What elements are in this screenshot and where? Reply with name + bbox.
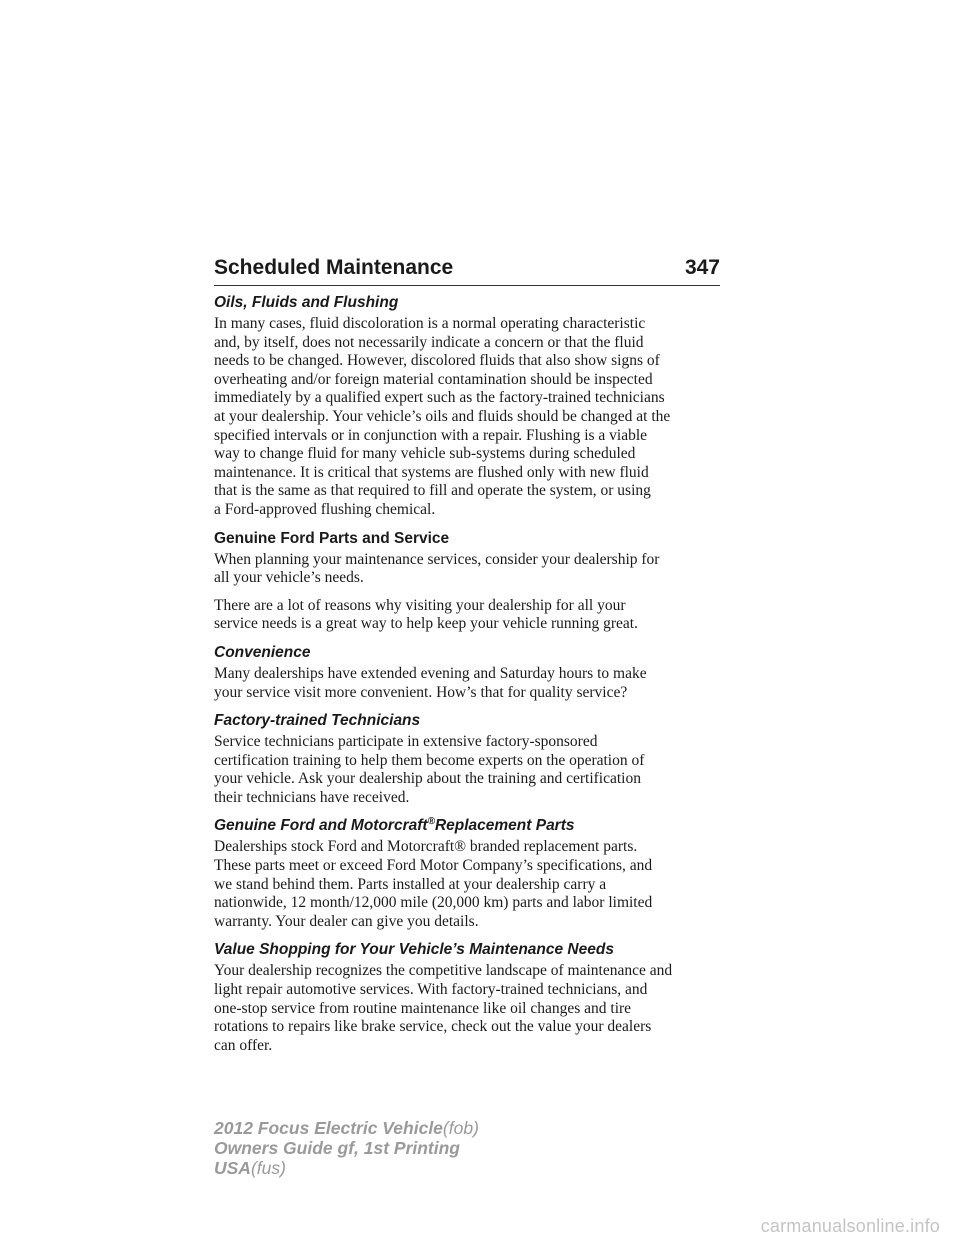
registered-mark: ® <box>427 816 435 828</box>
header-divider <box>214 285 720 286</box>
footer-line-3 <box>214 1158 479 1178</box>
page-number: 347 <box>684 256 720 279</box>
footer-market: USA <box>214 1158 251 1178</box>
section-heading-oils: Oils, Fluids and Flushing <box>214 294 399 311</box>
section-heading-genuine-parts-service: Genuine Ford Parts and Service <box>214 529 450 547</box>
heading-parts-pre: Genuine Ford and Motorcraft <box>214 817 428 835</box>
section-body-value-shopping: Your dealership recognizes the competitive landscape of maintenance and light repair automotive services. With factory-trained technicians, and one-stop service from routine maintenance like oil changes and tire rotations to repairs like brake service, check out the value your dealers can offer. <box>214 962 673 1054</box>
footer-model-code: (fob) <box>442 1118 479 1138</box>
site-watermark: carmanualsonline.info <box>760 1216 940 1236</box>
section-heading-convenience: Convenience <box>214 643 311 661</box>
section-body-convenience: Many dealerships have extended evening and Saturday hours to make your service visit more convenient. How’s that for quality service? <box>214 664 647 701</box>
section-heading-technicians: Factory-trained Technicians <box>214 712 421 730</box>
section-body-replacement-parts: Dealerships stock Ford and Motorcraft® branded replacement parts. These parts meet or exceed Ford Motor Company’s specifications, and we stand behind them. Parts installed at your dealership carry a nationwide, 12 month/12,000 mile (20,000 km) parts and labor limited warranty. Your dealer can give you details. <box>214 838 653 930</box>
section-heading-replacement-parts <box>214 816 720 835</box>
document-footer <box>214 1118 479 1178</box>
footer-line-2: Owners Guide gf, 1st Printing <box>214 1138 460 1158</box>
section-body-genuine-1: When planning your maintenance services, consider your dealership for all your vehicle’s needs. <box>214 550 660 587</box>
heading-parts-post: Replacement Parts <box>434 817 575 835</box>
page-content <box>214 293 720 1064</box>
section-body-oils: In many cases, fluid discoloration is a normal operating characteristic and, by itself, does not necessarily indicate a concern or that the fluid needs to be changed. However, discolored fluids that also show signs of overheating and/or foreign material contamination should be inspected immediately by a qualified expert such as the factory-trained technicians at your dealership. Your vehicle’s oils and fluids should be changed at the specified intervals or in conjunction with a repair. Flushing is a viable way to change fluid for many vehicle sub-systems during scheduled maintenance. It is critical that systems are flushed only with new fluid that is the same as that required to fill and operate the system, or using a Ford-approved flushing chemical. <box>214 315 671 518</box>
page-title: Scheduled Maintenance <box>214 256 454 279</box>
section-heading-value-shopping: Value Shopping for Your Vehicle’s Maintenance Needs <box>214 941 614 959</box>
page-header <box>214 256 720 280</box>
footer-model: 2012 Focus Electric Vehicle <box>214 1118 443 1138</box>
section-body-genuine-2: There are a lot of reasons why visiting your dealership for all your service needs is a great way to help keep your vehicle running great. <box>214 596 638 633</box>
section-body-technicians: Service technicians participate in extensive factory-sponsored certification training to help them become experts on the operation of your vehicle. Ask your dealership about the training and certification their technicians have received. <box>214 733 645 806</box>
footer-market-code: (fus) <box>250 1158 286 1178</box>
footer-line-1 <box>214 1118 479 1138</box>
